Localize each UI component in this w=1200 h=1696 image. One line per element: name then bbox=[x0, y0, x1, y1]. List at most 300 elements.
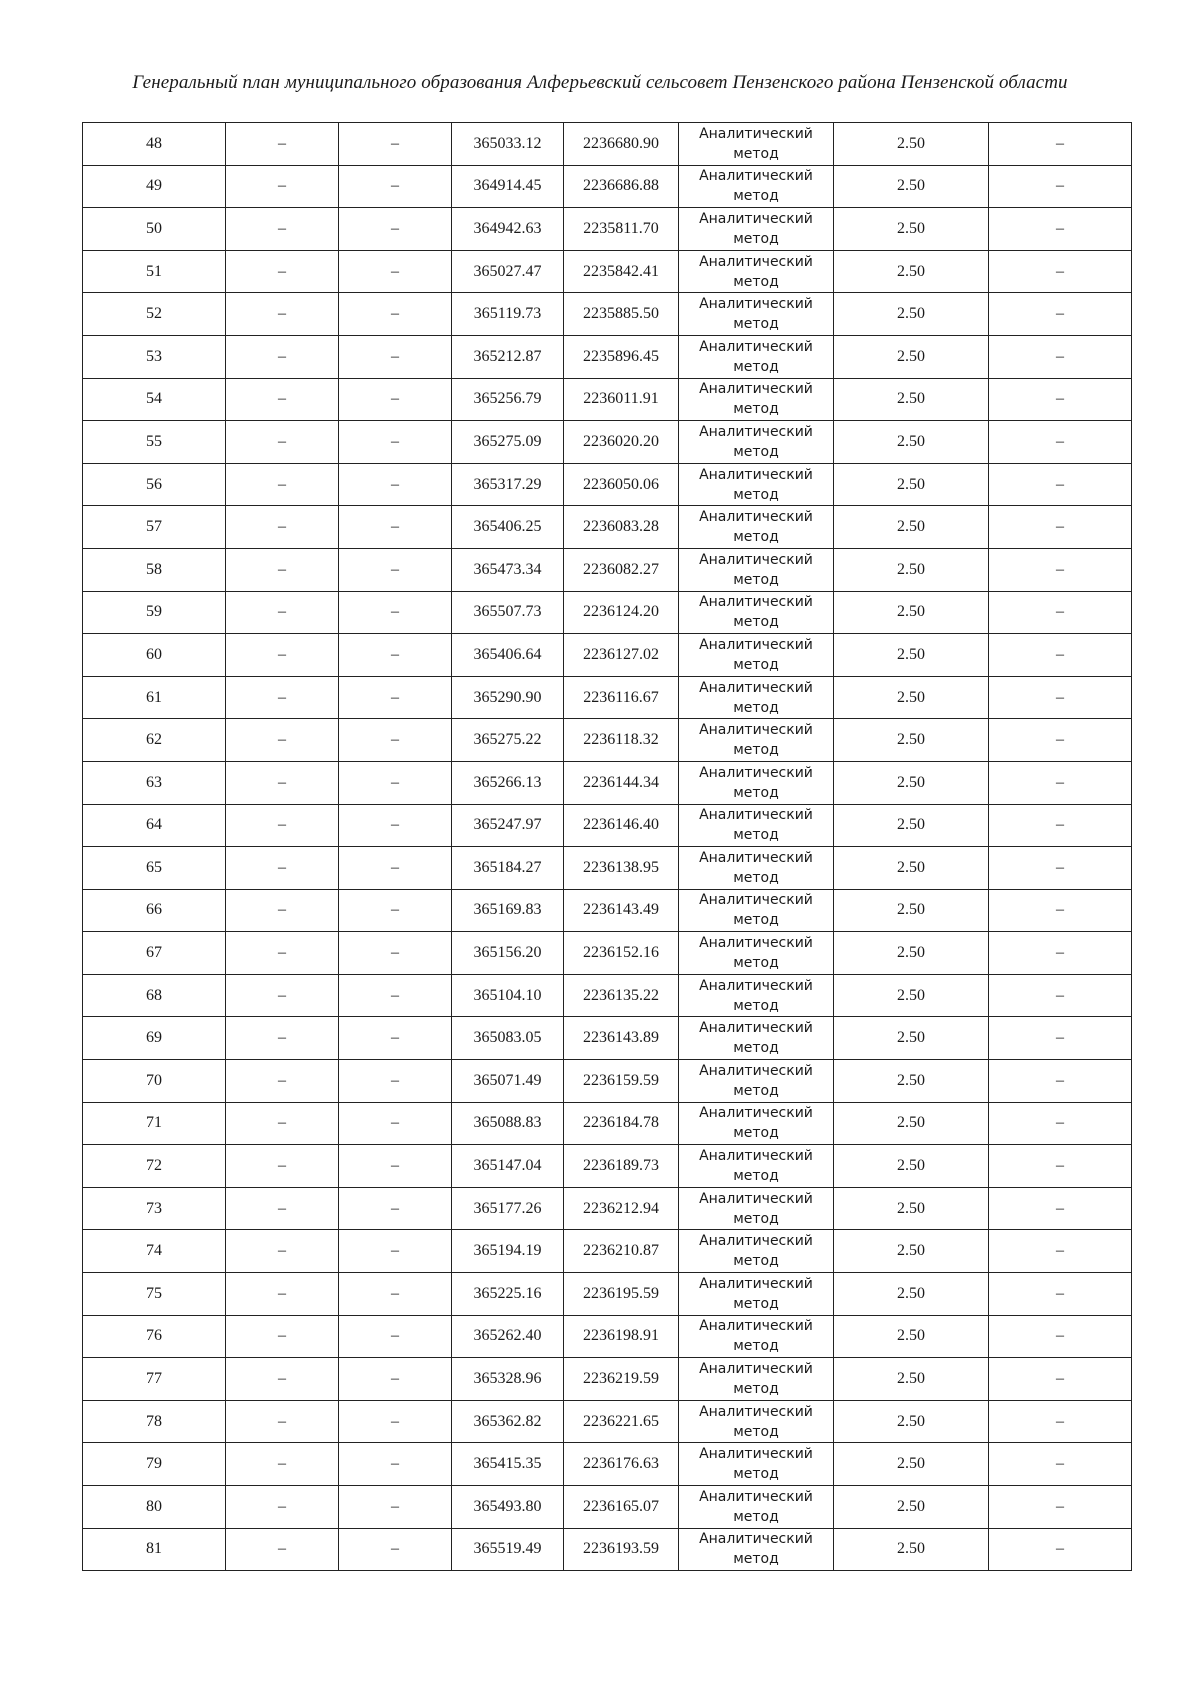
method-cell bbox=[679, 1486, 834, 1529]
empty-dash-cell: – bbox=[989, 548, 1132, 591]
method-label-line1: Аналитический bbox=[699, 1361, 813, 1378]
method-label-line2: метод bbox=[733, 1210, 779, 1227]
empty-dash-cell: – bbox=[339, 1230, 452, 1273]
coordinate-x-cell: 365225.16 bbox=[452, 1273, 564, 1316]
accuracy-cell: 2.50 bbox=[834, 804, 989, 847]
table-row bbox=[83, 548, 1132, 591]
accuracy-cell: 2.50 bbox=[834, 1443, 989, 1486]
table-row bbox=[83, 932, 1132, 975]
coordinate-y-cell: 2236143.89 bbox=[564, 1017, 679, 1060]
coordinate-x-cell: 365328.96 bbox=[452, 1358, 564, 1401]
method-label-line1: Аналитический bbox=[699, 551, 813, 568]
empty-dash-cell: – bbox=[989, 1145, 1132, 1188]
method-label-line2: метод bbox=[733, 1466, 779, 1483]
method-cell bbox=[679, 1528, 834, 1571]
coordinate-y-cell: 2235811.70 bbox=[564, 208, 679, 251]
coordinate-y-cell: 2236159.59 bbox=[564, 1060, 679, 1103]
method-label-line1: Аналитический bbox=[699, 722, 813, 739]
method-cell bbox=[679, 974, 834, 1017]
coordinate-x-cell: 365071.49 bbox=[452, 1060, 564, 1103]
accuracy-cell: 2.50 bbox=[834, 378, 989, 421]
method-label-line2: метод bbox=[733, 1338, 779, 1355]
coordinate-y-cell: 2236195.59 bbox=[564, 1273, 679, 1316]
accuracy-cell: 2.50 bbox=[834, 1187, 989, 1230]
empty-dash-cell: – bbox=[989, 1486, 1132, 1529]
method-label-line1: Аналитический bbox=[699, 1020, 813, 1037]
table-row bbox=[83, 591, 1132, 634]
empty-dash-cell: – bbox=[339, 1273, 452, 1316]
empty-dash-cell: – bbox=[339, 506, 452, 549]
empty-dash-cell: – bbox=[339, 761, 452, 804]
method-cell bbox=[679, 1060, 834, 1103]
method-label-line2: метод bbox=[733, 358, 779, 375]
accuracy-cell: 2.50 bbox=[834, 761, 989, 804]
empty-dash-cell: – bbox=[339, 335, 452, 378]
accuracy-cell: 2.50 bbox=[834, 463, 989, 506]
point-number-cell: 64 bbox=[83, 804, 226, 847]
table-row bbox=[83, 208, 1132, 251]
method-label-line1: Аналитический bbox=[699, 977, 813, 994]
method-label-line1: Аналитический bbox=[699, 1062, 813, 1079]
method-label-line2: метод bbox=[733, 316, 779, 333]
coordinate-y-cell: 2236011.91 bbox=[564, 378, 679, 421]
coordinates-table bbox=[82, 122, 1132, 1571]
table-row bbox=[83, 634, 1132, 677]
empty-dash-cell: – bbox=[989, 208, 1132, 251]
empty-dash-cell: – bbox=[226, 889, 339, 932]
accuracy-cell: 2.50 bbox=[834, 250, 989, 293]
point-number-cell: 61 bbox=[83, 676, 226, 719]
point-number-cell: 53 bbox=[83, 335, 226, 378]
method-label-line2: метод bbox=[733, 1423, 779, 1440]
table-row bbox=[83, 676, 1132, 719]
method-label-line2: метод bbox=[733, 869, 779, 886]
method-label-line1: Аналитический bbox=[699, 1488, 813, 1505]
accuracy-cell: 2.50 bbox=[834, 932, 989, 975]
coordinate-y-cell: 2236212.94 bbox=[564, 1187, 679, 1230]
page-header: Генеральный план муниципального образования Алферьевский сельсовет Пензенского района Пензенской области bbox=[132, 72, 1068, 93]
empty-dash-cell: – bbox=[226, 208, 339, 251]
method-label-line2: метод bbox=[733, 955, 779, 972]
method-label-line2: метод bbox=[733, 912, 779, 929]
empty-dash-cell: – bbox=[989, 421, 1132, 464]
method-label-line1: Аналитический bbox=[699, 1275, 813, 1292]
empty-dash-cell: – bbox=[226, 1145, 339, 1188]
empty-dash-cell: – bbox=[226, 847, 339, 890]
accuracy-cell: 2.50 bbox=[834, 847, 989, 890]
method-label-line1: Аналитический bbox=[699, 1531, 813, 1548]
empty-dash-cell: – bbox=[989, 1230, 1132, 1273]
coordinate-x-cell: 365406.64 bbox=[452, 634, 564, 677]
method-cell bbox=[679, 847, 834, 890]
method-label-line1: Аналитический bbox=[699, 210, 813, 227]
empty-dash-cell: – bbox=[226, 1486, 339, 1529]
point-number-cell: 50 bbox=[83, 208, 226, 251]
empty-dash-cell: – bbox=[989, 847, 1132, 890]
empty-dash-cell: – bbox=[226, 1358, 339, 1401]
method-label-line2: метод bbox=[733, 188, 779, 205]
coordinate-y-cell: 2236219.59 bbox=[564, 1358, 679, 1401]
accuracy-cell: 2.50 bbox=[834, 1145, 989, 1188]
coordinate-x-cell: 365290.90 bbox=[452, 676, 564, 719]
empty-dash-cell: – bbox=[226, 974, 339, 1017]
accuracy-cell: 2.50 bbox=[834, 548, 989, 591]
table-row bbox=[83, 761, 1132, 804]
method-label-line1: Аналитический bbox=[699, 125, 813, 142]
table-row bbox=[83, 463, 1132, 506]
method-cell bbox=[679, 1017, 834, 1060]
point-number-cell: 66 bbox=[83, 889, 226, 932]
method-cell bbox=[679, 676, 834, 719]
coordinate-y-cell: 2236184.78 bbox=[564, 1102, 679, 1145]
method-label-line2: метод bbox=[733, 1082, 779, 1099]
coordinate-x-cell: 365169.83 bbox=[452, 889, 564, 932]
empty-dash-cell: – bbox=[226, 1230, 339, 1273]
coordinate-x-cell: 365194.19 bbox=[452, 1230, 564, 1273]
point-number-cell: 67 bbox=[83, 932, 226, 975]
coordinate-x-cell: 365033.12 bbox=[452, 123, 564, 166]
accuracy-cell: 2.50 bbox=[834, 1486, 989, 1529]
table-row bbox=[83, 1358, 1132, 1401]
table-row bbox=[83, 1017, 1132, 1060]
point-number-cell: 70 bbox=[83, 1060, 226, 1103]
accuracy-cell: 2.50 bbox=[834, 1273, 989, 1316]
accuracy-cell: 2.50 bbox=[834, 123, 989, 166]
coordinate-y-cell: 2236146.40 bbox=[564, 804, 679, 847]
method-label-line1: Аналитический bbox=[699, 1190, 813, 1207]
empty-dash-cell: – bbox=[989, 293, 1132, 336]
empty-dash-cell: – bbox=[339, 591, 452, 634]
accuracy-cell: 2.50 bbox=[834, 1400, 989, 1443]
coordinate-x-cell: 365317.29 bbox=[452, 463, 564, 506]
method-label-line1: Аналитический bbox=[699, 338, 813, 355]
table-row bbox=[83, 1145, 1132, 1188]
coordinate-y-cell: 2236680.90 bbox=[564, 123, 679, 166]
coordinate-x-cell: 365256.79 bbox=[452, 378, 564, 421]
table-row bbox=[83, 123, 1132, 166]
point-number-cell: 81 bbox=[83, 1528, 226, 1571]
method-cell bbox=[679, 335, 834, 378]
method-cell bbox=[679, 719, 834, 762]
accuracy-cell: 2.50 bbox=[834, 1017, 989, 1060]
coordinate-x-cell: 365275.22 bbox=[452, 719, 564, 762]
coordinate-x-cell: 365266.13 bbox=[452, 761, 564, 804]
accuracy-cell: 2.50 bbox=[834, 165, 989, 208]
table-row bbox=[83, 165, 1132, 208]
method-cell bbox=[679, 1443, 834, 1486]
table-row bbox=[83, 1486, 1132, 1529]
coordinate-x-cell: 365275.09 bbox=[452, 421, 564, 464]
empty-dash-cell: – bbox=[339, 634, 452, 677]
accuracy-cell: 2.50 bbox=[834, 974, 989, 1017]
accuracy-cell: 2.50 bbox=[834, 1358, 989, 1401]
accuracy-cell: 2.50 bbox=[834, 1230, 989, 1273]
table-row bbox=[83, 293, 1132, 336]
empty-dash-cell: – bbox=[989, 1273, 1132, 1316]
method-label-line1: Аналитический bbox=[699, 253, 813, 270]
accuracy-cell: 2.50 bbox=[834, 1315, 989, 1358]
point-number-cell: 77 bbox=[83, 1358, 226, 1401]
coordinate-y-cell: 2236118.32 bbox=[564, 719, 679, 762]
coordinate-x-cell: 365493.80 bbox=[452, 1486, 564, 1529]
method-label-line2: метод bbox=[733, 997, 779, 1014]
accuracy-cell: 2.50 bbox=[834, 719, 989, 762]
method-cell bbox=[679, 634, 834, 677]
empty-dash-cell: – bbox=[226, 463, 339, 506]
point-number-cell: 76 bbox=[83, 1315, 226, 1358]
coordinate-y-cell: 2236221.65 bbox=[564, 1400, 679, 1443]
method-cell bbox=[679, 591, 834, 634]
method-label-line1: Аналитический bbox=[699, 849, 813, 866]
method-label-line2: метод bbox=[733, 273, 779, 290]
method-cell bbox=[679, 250, 834, 293]
coordinate-y-cell: 2236083.28 bbox=[564, 506, 679, 549]
method-label-line1: Аналитический bbox=[699, 466, 813, 483]
empty-dash-cell: – bbox=[226, 1315, 339, 1358]
coordinate-x-cell: 365362.82 bbox=[452, 1400, 564, 1443]
method-label-line2: метод bbox=[733, 1168, 779, 1185]
empty-dash-cell: – bbox=[226, 761, 339, 804]
table-row bbox=[83, 1060, 1132, 1103]
empty-dash-cell: – bbox=[989, 889, 1132, 932]
method-label-line1: Аналитический bbox=[699, 1446, 813, 1463]
coordinate-x-cell: 365083.05 bbox=[452, 1017, 564, 1060]
method-cell bbox=[679, 1400, 834, 1443]
empty-dash-cell: – bbox=[339, 847, 452, 890]
method-label-line2: метод bbox=[733, 145, 779, 162]
method-label-line2: метод bbox=[733, 529, 779, 546]
method-cell bbox=[679, 421, 834, 464]
empty-dash-cell: – bbox=[989, 676, 1132, 719]
method-label-line2: метод bbox=[733, 1040, 779, 1057]
table-row bbox=[83, 1315, 1132, 1358]
method-label-line2: метод bbox=[733, 656, 779, 673]
empty-dash-cell: – bbox=[226, 1528, 339, 1571]
method-cell bbox=[679, 293, 834, 336]
empty-dash-cell: – bbox=[989, 335, 1132, 378]
method-cell bbox=[679, 378, 834, 421]
empty-dash-cell: – bbox=[226, 548, 339, 591]
table-row bbox=[83, 1443, 1132, 1486]
empty-dash-cell: – bbox=[989, 1017, 1132, 1060]
method-cell bbox=[679, 804, 834, 847]
point-number-cell: 69 bbox=[83, 1017, 226, 1060]
method-cell bbox=[679, 165, 834, 208]
table-row bbox=[83, 506, 1132, 549]
empty-dash-cell: – bbox=[226, 123, 339, 166]
accuracy-cell: 2.50 bbox=[834, 506, 989, 549]
method-label-line1: Аналитический bbox=[699, 636, 813, 653]
table-row bbox=[83, 378, 1132, 421]
point-number-cell: 74 bbox=[83, 1230, 226, 1273]
coordinate-x-cell: 365027.47 bbox=[452, 250, 564, 293]
method-cell bbox=[679, 761, 834, 804]
accuracy-cell: 2.50 bbox=[834, 591, 989, 634]
point-number-cell: 80 bbox=[83, 1486, 226, 1529]
point-number-cell: 56 bbox=[83, 463, 226, 506]
method-label-line2: метод bbox=[733, 784, 779, 801]
empty-dash-cell: – bbox=[339, 1315, 452, 1358]
method-label-line2: метод bbox=[733, 1295, 779, 1312]
method-label-line1: Аналитический bbox=[699, 807, 813, 824]
empty-dash-cell: – bbox=[989, 1443, 1132, 1486]
coordinate-x-cell: 364942.63 bbox=[452, 208, 564, 251]
coordinate-x-cell: 365507.73 bbox=[452, 591, 564, 634]
empty-dash-cell: – bbox=[226, 676, 339, 719]
method-label-line1: Аналитический bbox=[699, 935, 813, 952]
coordinate-y-cell: 2235885.50 bbox=[564, 293, 679, 336]
table-row bbox=[83, 1102, 1132, 1145]
point-number-cell: 71 bbox=[83, 1102, 226, 1145]
empty-dash-cell: – bbox=[989, 591, 1132, 634]
method-label-line1: Аналитический bbox=[699, 1148, 813, 1165]
accuracy-cell: 2.50 bbox=[834, 634, 989, 677]
method-label-line2: метод bbox=[733, 1381, 779, 1398]
coordinate-y-cell: 2236143.49 bbox=[564, 889, 679, 932]
point-number-cell: 72 bbox=[83, 1145, 226, 1188]
empty-dash-cell: – bbox=[339, 1486, 452, 1529]
method-cell bbox=[679, 1230, 834, 1273]
empty-dash-cell: – bbox=[989, 1102, 1132, 1145]
point-number-cell: 79 bbox=[83, 1443, 226, 1486]
method-label-line1: Аналитический bbox=[699, 168, 813, 185]
method-label-line1: Аналитический bbox=[699, 1318, 813, 1335]
accuracy-cell: 2.50 bbox=[834, 208, 989, 251]
point-number-cell: 52 bbox=[83, 293, 226, 336]
empty-dash-cell: – bbox=[989, 1315, 1132, 1358]
coordinate-y-cell: 2236189.73 bbox=[564, 1145, 679, 1188]
method-label-line1: Аналитический bbox=[699, 1403, 813, 1420]
coordinate-x-cell: 365177.26 bbox=[452, 1187, 564, 1230]
empty-dash-cell: – bbox=[226, 1273, 339, 1316]
accuracy-cell: 2.50 bbox=[834, 889, 989, 932]
coordinate-x-cell: 365212.87 bbox=[452, 335, 564, 378]
table-row bbox=[83, 1230, 1132, 1273]
method-label-line2: метод bbox=[733, 699, 779, 716]
empty-dash-cell: – bbox=[989, 378, 1132, 421]
coordinate-x-cell: 365104.10 bbox=[452, 974, 564, 1017]
empty-dash-cell: – bbox=[339, 123, 452, 166]
coordinate-y-cell: 2236050.06 bbox=[564, 463, 679, 506]
table-row bbox=[83, 335, 1132, 378]
method-label-line2: метод bbox=[733, 401, 779, 418]
coordinate-x-cell: 365519.49 bbox=[452, 1528, 564, 1571]
accuracy-cell: 2.50 bbox=[834, 421, 989, 464]
empty-dash-cell: – bbox=[339, 676, 452, 719]
empty-dash-cell: – bbox=[339, 1443, 452, 1486]
empty-dash-cell: – bbox=[339, 378, 452, 421]
table-row bbox=[83, 1528, 1132, 1571]
empty-dash-cell: – bbox=[339, 463, 452, 506]
method-label-line1: Аналитический bbox=[699, 423, 813, 440]
empty-dash-cell: – bbox=[339, 1358, 452, 1401]
coordinate-x-cell: 365119.73 bbox=[452, 293, 564, 336]
empty-dash-cell: – bbox=[339, 548, 452, 591]
point-number-cell: 48 bbox=[83, 123, 226, 166]
empty-dash-cell: – bbox=[226, 1017, 339, 1060]
empty-dash-cell: – bbox=[339, 421, 452, 464]
accuracy-cell: 2.50 bbox=[834, 335, 989, 378]
point-number-cell: 78 bbox=[83, 1400, 226, 1443]
point-number-cell: 75 bbox=[83, 1273, 226, 1316]
empty-dash-cell: – bbox=[989, 1400, 1132, 1443]
coordinate-y-cell: 2236135.22 bbox=[564, 974, 679, 1017]
coordinate-y-cell: 2235842.41 bbox=[564, 250, 679, 293]
method-label-line1: Аналитический bbox=[699, 509, 813, 526]
method-cell bbox=[679, 548, 834, 591]
empty-dash-cell: – bbox=[226, 335, 339, 378]
coordinate-y-cell: 2236198.91 bbox=[564, 1315, 679, 1358]
method-cell bbox=[679, 463, 834, 506]
empty-dash-cell: – bbox=[339, 889, 452, 932]
method-label-line1: Аналитический bbox=[699, 594, 813, 611]
table-row bbox=[83, 847, 1132, 890]
method-label-line2: метод bbox=[733, 486, 779, 503]
coordinate-y-cell: 2236193.59 bbox=[564, 1528, 679, 1571]
coordinate-y-cell: 2236144.34 bbox=[564, 761, 679, 804]
empty-dash-cell: – bbox=[226, 165, 339, 208]
table-row bbox=[83, 719, 1132, 762]
coordinate-x-cell: 365473.34 bbox=[452, 548, 564, 591]
empty-dash-cell: – bbox=[339, 1102, 452, 1145]
empty-dash-cell: – bbox=[226, 293, 339, 336]
method-label-line2: метод bbox=[733, 1551, 779, 1568]
empty-dash-cell: – bbox=[989, 165, 1132, 208]
empty-dash-cell: – bbox=[226, 932, 339, 975]
empty-dash-cell: – bbox=[989, 634, 1132, 677]
coordinate-x-cell: 365247.97 bbox=[452, 804, 564, 847]
empty-dash-cell: – bbox=[989, 1060, 1132, 1103]
table-row bbox=[83, 250, 1132, 293]
accuracy-cell: 2.50 bbox=[834, 293, 989, 336]
method-label-line2: метод bbox=[733, 827, 779, 844]
accuracy-cell: 2.50 bbox=[834, 1102, 989, 1145]
empty-dash-cell: – bbox=[989, 761, 1132, 804]
method-cell bbox=[679, 1187, 834, 1230]
method-label-line1: Аналитический bbox=[699, 679, 813, 696]
method-cell bbox=[679, 208, 834, 251]
empty-dash-cell: – bbox=[339, 719, 452, 762]
empty-dash-cell: – bbox=[226, 1443, 339, 1486]
empty-dash-cell: – bbox=[339, 932, 452, 975]
empty-dash-cell: – bbox=[989, 719, 1132, 762]
empty-dash-cell: – bbox=[989, 1528, 1132, 1571]
coordinate-y-cell: 2236686.88 bbox=[564, 165, 679, 208]
coordinate-y-cell: 2236127.02 bbox=[564, 634, 679, 677]
method-cell bbox=[679, 889, 834, 932]
table-row bbox=[83, 1187, 1132, 1230]
empty-dash-cell: – bbox=[989, 250, 1132, 293]
point-number-cell: 73 bbox=[83, 1187, 226, 1230]
method-cell bbox=[679, 123, 834, 166]
empty-dash-cell: – bbox=[226, 378, 339, 421]
table-row bbox=[83, 421, 1132, 464]
method-label-line1: Аналитический bbox=[699, 1233, 813, 1250]
method-label-line1: Аналитический bbox=[699, 381, 813, 398]
point-number-cell: 54 bbox=[83, 378, 226, 421]
table-row bbox=[83, 974, 1132, 1017]
empty-dash-cell: – bbox=[989, 123, 1132, 166]
coordinate-x-cell: 365406.25 bbox=[452, 506, 564, 549]
empty-dash-cell: – bbox=[226, 250, 339, 293]
method-label-line1: Аналитический bbox=[699, 764, 813, 781]
accuracy-cell: 2.50 bbox=[834, 1528, 989, 1571]
method-label-line2: метод bbox=[733, 1125, 779, 1142]
empty-dash-cell: – bbox=[339, 1060, 452, 1103]
method-label-line2: метод bbox=[733, 230, 779, 247]
point-number-cell: 51 bbox=[83, 250, 226, 293]
coordinate-y-cell: 2236176.63 bbox=[564, 1443, 679, 1486]
